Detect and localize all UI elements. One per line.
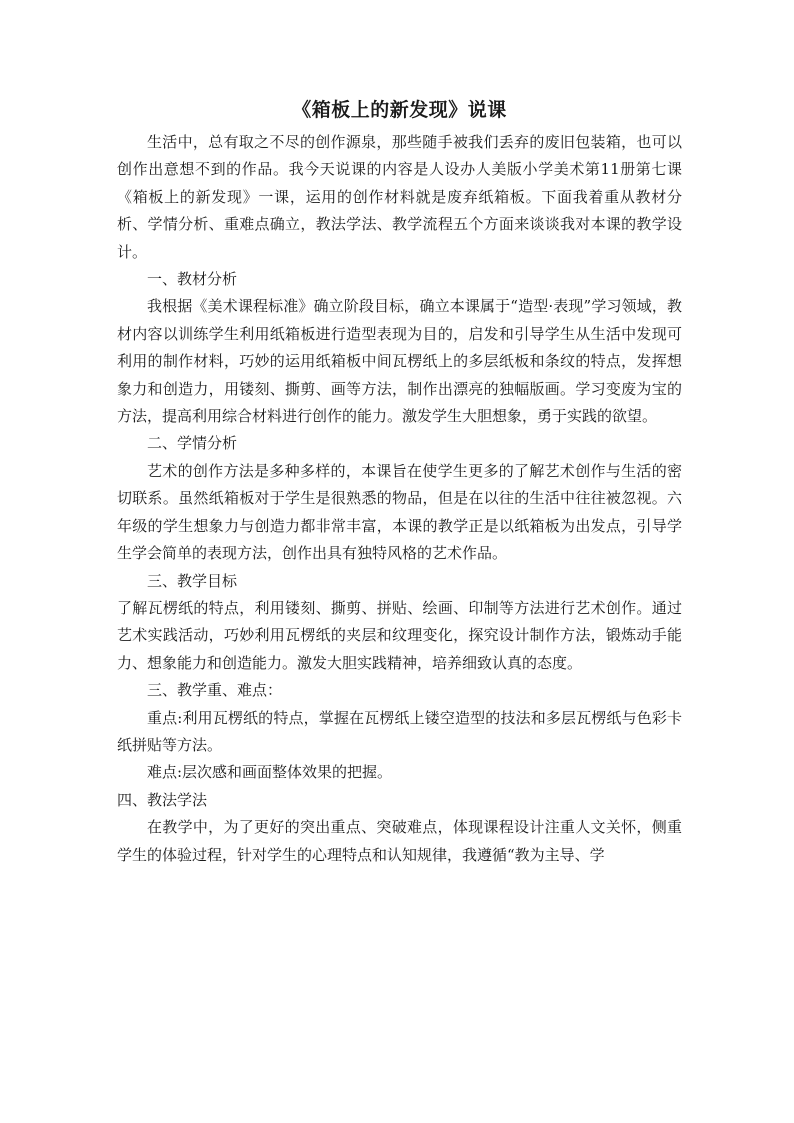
paragraph: 一、教材分析 [147, 270, 238, 289]
paragraph: 四、教法学法 [117, 790, 208, 809]
paragraph-list [117, 129, 682, 869]
document-body [117, 95, 682, 869]
paragraph: 在教学中，为了更好的突出重点、突破难点，体现课程设计注重人文关怀，侧重学生的体验过程，针对学生的心理特点和认知规律，我遵循“教为主导、学 [117, 818, 682, 864]
paragraph: 了解瓦楞纸的特点，利用镂刻、撕剪、拼贴、绘画、印制等方法进行艺术创作。通过艺术实践活动，巧妙利用瓦楞纸的夹层和纹理变化，探究设计制作方法，锻炼动手能力、想象能力和创造能力。激发大胆实践精神，培养细致认真的态度。 [117, 598, 682, 672]
paragraph: 三、教学重、难点： [147, 681, 283, 700]
paragraph: 重点:利用瓦楞纸的特点，掌握在瓦楞纸上镂空造型的技法和多层瓦楞纸与色彩卡纸拼贴等方法。 [117, 708, 682, 754]
paragraph: 难点:层次感和画面整体效果的把握。 [147, 763, 393, 782]
paragraph: 艺术的创作方法是多种多样的，本课旨在使学生更多的了解艺术创作与生活的密切联系。虽然纸箱板对于学生是很熟悉的物品，但是在以往的生活中往往被忽视。六年级的学生想象力与创造力都非常丰富，本课的教学正是以纸箱板为出发点，引导学生学会简单的表现方法，创作出具有独特风格的艺术作品。 [117, 461, 682, 563]
paragraph: 三、教学目标 [147, 571, 238, 590]
paragraph: 二、学情分析 [147, 434, 238, 453]
page-title: 《箱板上的新发现》说课 [292, 99, 507, 121]
paragraph: 生活中，总有取之不尽的创作源泉，那些随手被我们丢弃的废旧包装箱，也可以创作出意想不到的作品。我今天说课的内容是人设办人美版小学美术第11册第七课《箱板上的新发现》一课，运用的创作材料就是废弃纸箱板。下面我着重从教材分析、学情分析、重难点确立，教法学法、教学流程五个方面来谈谈我对本课的教学设计。 [117, 133, 682, 261]
paragraph: 我根据《美术课程标准》确立阶段目标，确立本课属于“造型·表现”学习领域，教材内容以训练学生利用纸箱板进行造型表现为目的，启发和引导学生从生活中发现可利用的制作材料，巧妙的运用纸箱板中间瓦楞纸上的多层纸板和条纹的特点，发挥想象力和创造力，用镂刻、撕剪、画等方法，制作出漂亮的独幅版画。学习变废为宝的方法，提高利用综合材料进行创作的能力。激发学生大胆想象，勇于实践的欲望。 [117, 297, 682, 426]
